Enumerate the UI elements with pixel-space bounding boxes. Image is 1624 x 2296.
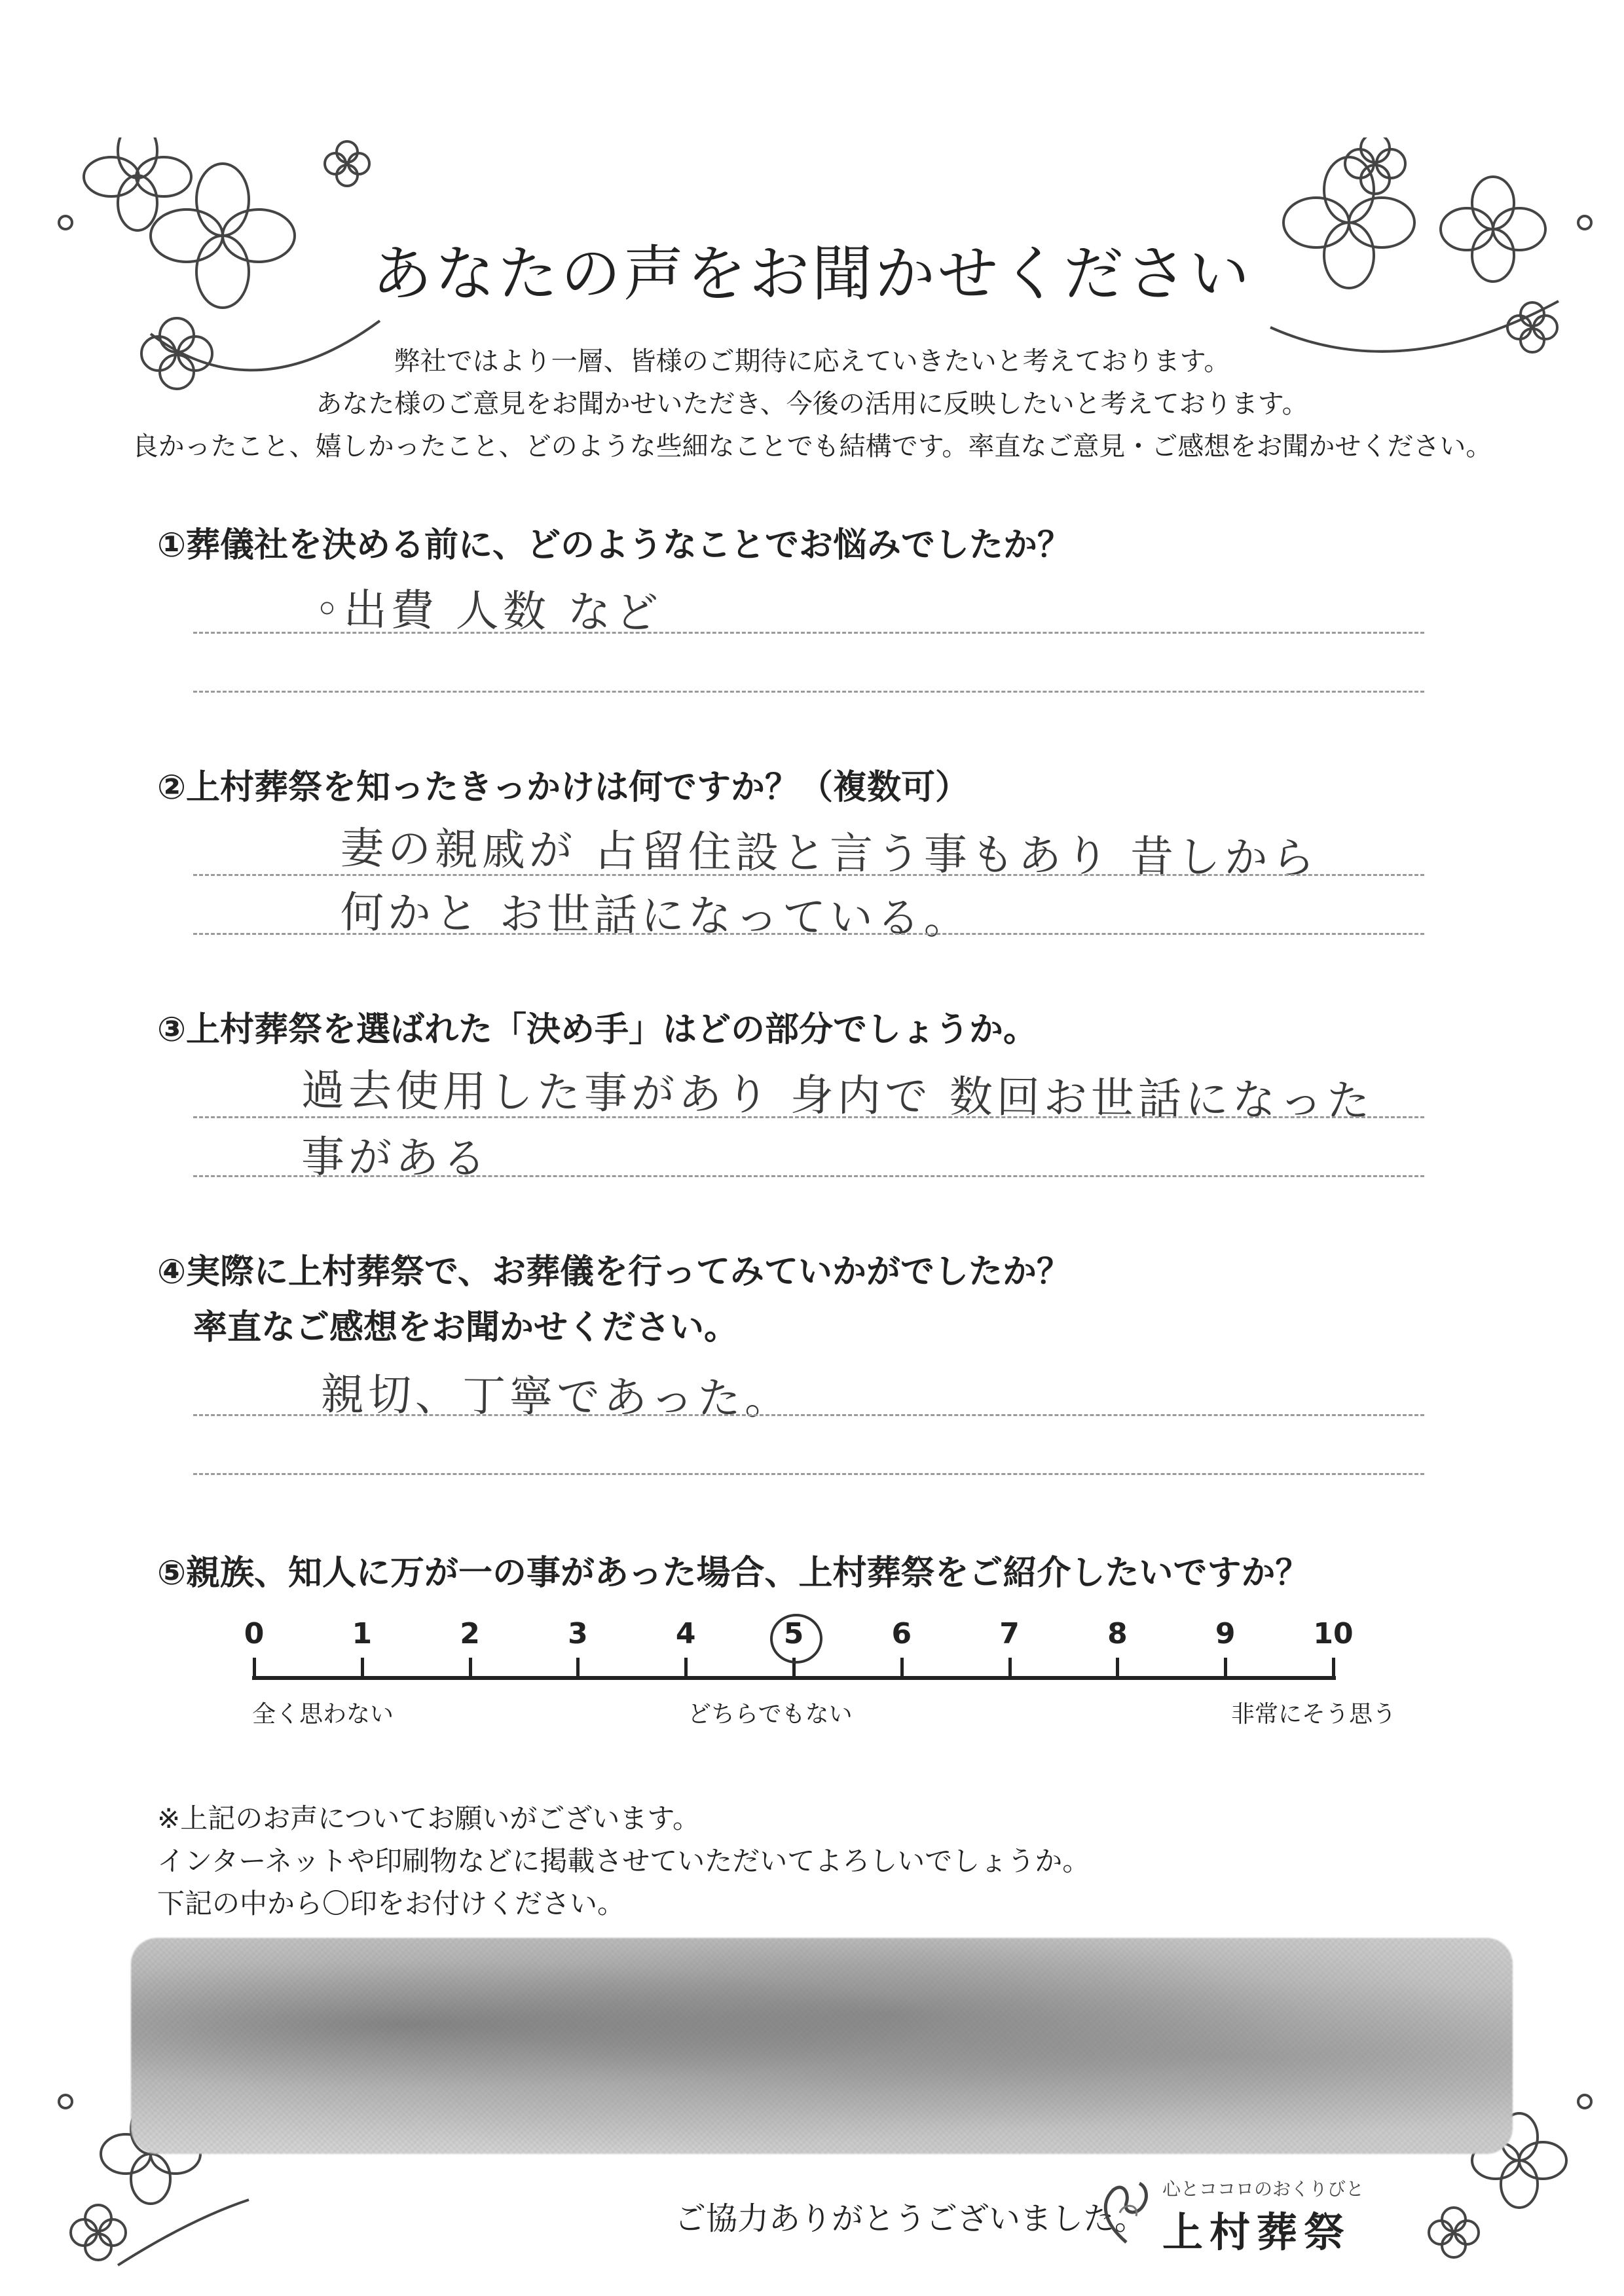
intro-line-1: 弊社ではより一層、皆様のご期待に応えていきたいと考えております。 bbox=[394, 346, 1230, 376]
question-3-label: ③上村葬祭を選ばれた「決め手」はどの部分でしょうか。 bbox=[157, 1010, 1038, 1049]
scale-tick-mark bbox=[469, 1658, 472, 1677]
scale-tick-mark bbox=[253, 1658, 256, 1677]
logo-name: 上村葬祭 bbox=[1162, 2208, 1352, 2256]
scale-tick-label: 3 bbox=[568, 1617, 588, 1650]
question-1-answer-line-1: ◦出費 人数 など bbox=[314, 584, 663, 638]
scale-mid-label: どちらでもない bbox=[688, 1701, 853, 1728]
question-1-label: ①葬儀社を決める前に、どのようなことでお悩みでしたか？ bbox=[157, 526, 1072, 565]
scale-tick-label: 9 bbox=[1215, 1617, 1236, 1650]
scale-tick-mark bbox=[684, 1658, 688, 1677]
notice-line-2: インターネットや印刷物などに掲載させていただいてよろしいでしょうか。 bbox=[157, 1845, 1090, 1877]
question-2-answer-line-1: 妻の親戚が 占留住設と言う事もあり 昔しから bbox=[340, 823, 1320, 884]
answer-rule bbox=[193, 632, 1424, 634]
scale-tick-label: 8 bbox=[1107, 1617, 1128, 1650]
answer-rule bbox=[193, 691, 1424, 693]
scale-low-label: 全く思わない bbox=[252, 1701, 394, 1728]
scale-tick-mark bbox=[900, 1658, 904, 1677]
question-4-answer-line-1: 親切、丁寧であった。 bbox=[320, 1369, 792, 1425]
question-2-answer-line-2: 何かと お世話になっている。 bbox=[340, 886, 972, 945]
redacted-consent-area bbox=[131, 1938, 1513, 2154]
question-5-label: ⑤親族、知人に万が一の事があった場合、上村葬祭をご紹介したいですか？ bbox=[157, 1554, 1310, 1593]
scale-tick-mark bbox=[1116, 1658, 1119, 1677]
question-4-label-line-2: 率直なご感想をお聞かせください。 bbox=[193, 1308, 739, 1347]
scale-tick-label: 0 bbox=[244, 1617, 265, 1650]
logo-tagline: 心とココロのおくりびと bbox=[1162, 2178, 1365, 2200]
scale-tick-mark bbox=[576, 1658, 580, 1677]
thanks-message: ご協力ありがとうございました。 bbox=[674, 2200, 1147, 2237]
scale-tick-label: 4 bbox=[675, 1617, 696, 1650]
scale-tick-mark bbox=[1224, 1658, 1227, 1677]
answer-rule bbox=[193, 1175, 1424, 1177]
answer-rule bbox=[193, 933, 1424, 935]
scale-tick-label: 5 bbox=[783, 1617, 804, 1650]
answer-rule bbox=[193, 1116, 1424, 1118]
answer-rule bbox=[193, 1473, 1424, 1475]
scale-tick-label: 7 bbox=[999, 1617, 1020, 1650]
scale-high-label: 非常にそう思う bbox=[1231, 1701, 1397, 1728]
scale-tick-mark bbox=[361, 1658, 364, 1677]
question-4-label: ④実際に上村葬祭で、お葬儀を行ってみていかがでしたか？ bbox=[157, 1252, 1071, 1292]
selected-value-circle bbox=[770, 1614, 822, 1664]
notice-line-3: 下記の中から〇印をお付けください。 bbox=[157, 1887, 625, 1920]
notice-line-1: ※上記のお声についてお願いがございます。 bbox=[157, 1802, 700, 1834]
scale-tick-mark bbox=[1332, 1658, 1335, 1677]
answer-rule bbox=[193, 1414, 1424, 1416]
question-3-answer-line-1: 過去使用した事があり 身内で 数回お世話になった bbox=[301, 1065, 1375, 1127]
scale-tick-label: 6 bbox=[891, 1617, 912, 1650]
scale-tick-label: 10 bbox=[1313, 1617, 1354, 1650]
intro-line-3: 良かったこと、嬉しかったこと、どのような些細なことでも結構です。率直なご意見・ご感想をお聞かせください。 bbox=[132, 431, 1492, 462]
heart-logo-icon bbox=[1100, 2177, 1153, 2249]
scale-tick-mark bbox=[1008, 1658, 1012, 1677]
question-3-answer-line-2: 事がある bbox=[301, 1131, 490, 1184]
page-title: あなたの声をお聞かせください bbox=[371, 239, 1252, 309]
question-2-label: ②上村葬祭を知ったきっかけは何ですか？（複数可） bbox=[157, 768, 970, 807]
answer-rule bbox=[193, 874, 1424, 876]
scale-tick-label: 2 bbox=[460, 1617, 480, 1650]
intro-line-2: あなた様のご意見をお聞かせいただき、今後の活用に反映したいと考えております。 bbox=[316, 389, 1308, 419]
scale-tick-label: 1 bbox=[352, 1617, 373, 1650]
